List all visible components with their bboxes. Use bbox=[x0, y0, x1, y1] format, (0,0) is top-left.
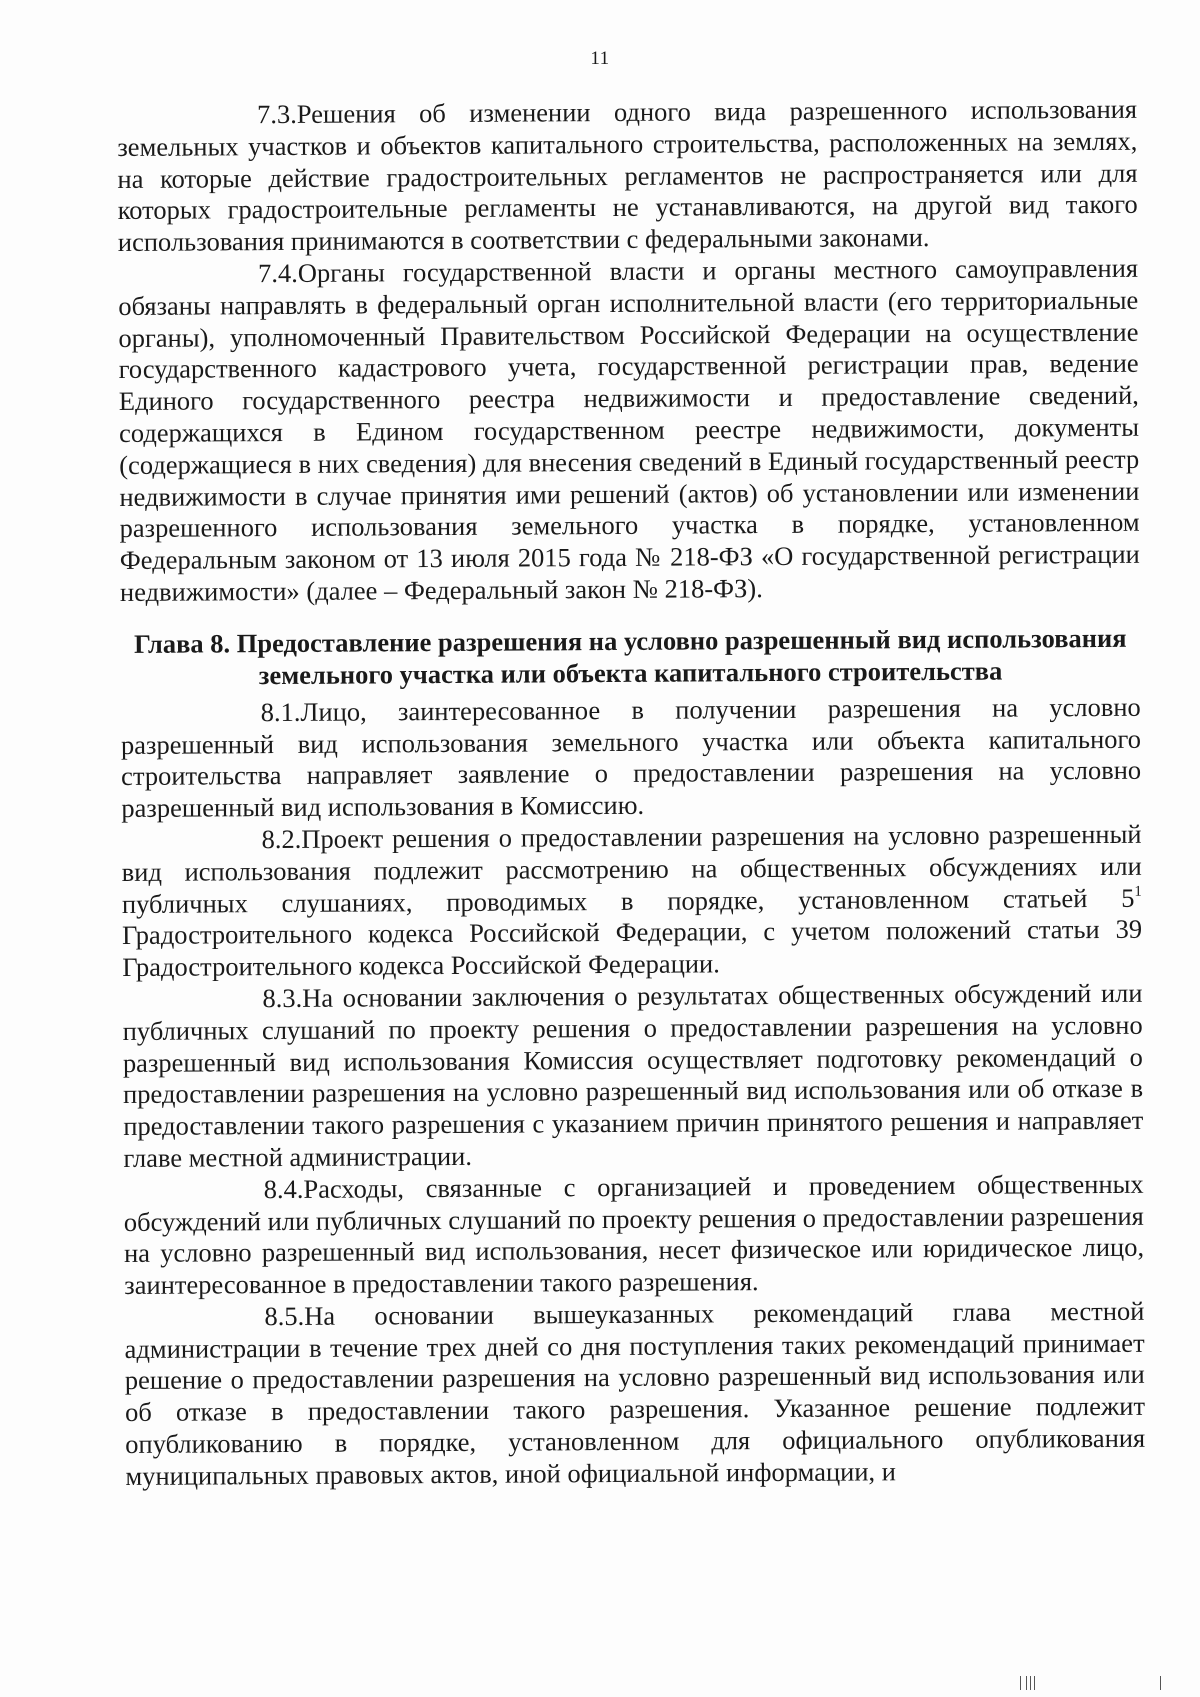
scan-mark bbox=[1034, 1676, 1035, 1690]
paragraph-number: 7.3. bbox=[256, 98, 297, 130]
chapter-8-heading: Глава 8. Предоставление разрешения на условно разрешенный вид использования земельного участка или объекта капитального строительства bbox=[133, 622, 1127, 690]
paragraph-text-part-a: Проект решения о предоставлении разрешения на условно разрешенный вид использования подлежит рассмотрению на общественных обсуждениях или публичных слушаниях, проводимых в порядке, установленном статьей 5 bbox=[121, 818, 1142, 919]
paragraph-text: Лицо, заинтересованное в получении разрешения на условно разрешенный вид использования земельного участка или объекта капитального строительства направляет заявление о предоставлении разрешения на условно разрешенный вид использования в Комиссию. bbox=[120, 691, 1142, 824]
paragraph-number: 8.4. bbox=[263, 1173, 304, 1204]
scan-mark bbox=[1020, 1676, 1021, 1690]
paragraph-8-2 bbox=[121, 819, 1142, 984]
paragraph-text-part-b: Градостроительного кодекса Российской Федерации, с учетом положений статьи 39 Градостроительного кодекса Российской Федерации. bbox=[122, 914, 1143, 983]
superscript-mark: 1 bbox=[1134, 883, 1142, 900]
paragraph-number: 8.5. bbox=[264, 1300, 305, 1332]
scan-mark bbox=[1160, 1676, 1161, 1690]
paragraph-number: 8.2. bbox=[261, 823, 302, 855]
paragraph-8-3 bbox=[122, 978, 1143, 1175]
page-number: 11 bbox=[590, 48, 610, 69]
scan-mark bbox=[1030, 1676, 1031, 1690]
paragraph-7-3 bbox=[117, 94, 1138, 259]
paragraph-text: Органы государственной власти и органы местного самоуправления обязаны направлять в федеральный орган исполнительной власти (его территориальные органы), уполномоченный Правительством Российской Федерации на осуществление государственного кадастрового учета, государственной регистрации прав, ведение Единого государственного реестра недвижимости и предоставление сведений, содержащихся в Едином государственном реестре недвижимости, документы (содержащиеся в них сведения) для внесения сведений в Единый государственный реестр недвижимости в случае принятия ими решений (актов) об установлении или изменении разрешенного использования земельного участка в порядке, установленном Федеральным законом от 13 июля 2015 года № 218-ФЗ «О государственной регистрации недвижимости» (далее – Федеральный закон № 218-ФЗ). bbox=[118, 252, 1140, 607]
paragraph-number: 8.3. bbox=[262, 982, 303, 1014]
paragraph-number: 8.1. bbox=[260, 696, 301, 727]
paragraph-text: На основании заключения о результатах общественных обсуждений или публичных слушаний по проекту решения о предоставлении разрешения на условно разрешенный вид использования Комиссия осуществляет подготовку рекомендаций о предоставлении разрешения на условно разрешенный вид использования или об отказе в предоставлении такого разрешения с указанием причин принятого решения и направляет главе местной администрации. bbox=[122, 977, 1144, 1173]
document-body bbox=[117, 94, 1145, 1493]
paragraph-text: Расходы, связанные с организацией и проведением общественных обсуждений или публичных слушаний по проекту решения о предоставлении разрешения на условно разрешенный вид использования, несет физическое или юридическое лицо, заинтересованное в предоставлении такого разрешения. bbox=[123, 1168, 1145, 1301]
paragraph-8-5 bbox=[124, 1296, 1145, 1493]
paragraph-8-4 bbox=[124, 1168, 1145, 1301]
paragraph-7-4 bbox=[118, 253, 1140, 609]
paragraph-text: На основании вышеуказанных рекомендаций глава местной администрации в течение трех дней со дня поступления таких рекомендаций принимает решение о предоставлении разрешения на условно разрешенный вид использования или об отказе в предоставлении такого разрешения. Указанное решение подлежит опубликованию в порядке, установленном для официального опубликования муниципальных правовых актов, иной официальной информации, и bbox=[124, 1295, 1146, 1491]
paragraph-number: 7.4. bbox=[257, 257, 298, 289]
paragraph-text: Решения об изменении одного вида разрешенного использования земельных участков и объектов капитального строительства, расположенных на землях, на которые действие градостроительных регламентов не распространяется или для которых градостроительные регламенты не устанавливаются, на другой вид такого использования принимаются в соответствии с федеральными законами. bbox=[117, 93, 1138, 258]
paragraph-8-1 bbox=[121, 692, 1142, 825]
scan-mark bbox=[1026, 1676, 1027, 1690]
scan-artifact-marks bbox=[1020, 1676, 1170, 1690]
